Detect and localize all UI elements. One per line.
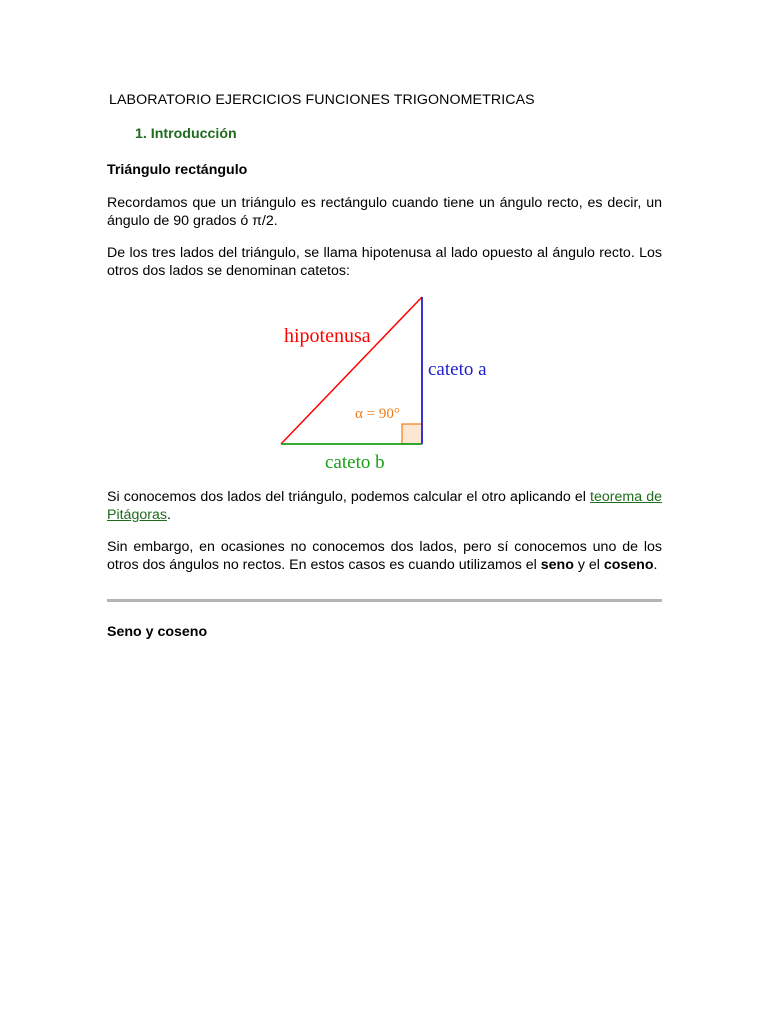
subheading-seno-y-coseno: Seno y coseno [107,624,208,640]
teorema-de-pitagoras-link[interactable]: teorema de Pitágoras [107,489,662,523]
paragraph-pitagoras-text: Si conocemos dos lados del triángulo, podemos calcular el otro aplicando el [107,489,591,505]
paragraph-pitagoras-end: . [166,506,171,523]
hypotenuse-line [281,297,422,444]
document-header: LABORATORIO EJERCICIOS FUNCIONES TRIGONOMETRICAS [109,92,535,108]
hypotenuse-label: hipotenusa [284,325,371,347]
section-title-introduccion: 1. Introducción [135,126,237,142]
cateto-b-label: cateto b [325,452,385,473]
right-triangle-figure [270,285,505,480]
paragraph-pitagoras [107,489,662,524]
coseno-term: coseno [603,556,654,573]
paragraph-right-triangle-definition: Recordamos que un triángulo es rectángulo cuando tiene un ángulo recto, es decir, un ángulo de 90 grados ó π/2. [107,195,662,229]
angle-label: α = 90° [355,406,400,422]
horizontal-divider [107,599,662,602]
subheading-triangulo-rectangulo: Triángulo rectángulo [107,162,248,178]
paragraph-seno-coseno-text: Sin embargo, en ocasiones no conocemos dos lados, pero sí conocemos uno de los otros dos ángulos no rectos. En estos casos es cuando utilizamos el [107,539,662,573]
cateto-a-label: cateto a [428,359,487,380]
paragraph-seno-coseno-intro [107,539,662,574]
paragraph-seno-coseno-mid: y el [573,556,604,573]
paragraph-hypotenuse-definition: De los tres lados del triángulo, se llama hipotenusa al lado opuesto al ángulo recto. Los otros dos lados se denominan catetos: [107,245,662,279]
seno-term: seno [540,556,574,573]
right-angle-marker [402,424,422,444]
paragraph-seno-coseno-end: . [653,556,658,573]
